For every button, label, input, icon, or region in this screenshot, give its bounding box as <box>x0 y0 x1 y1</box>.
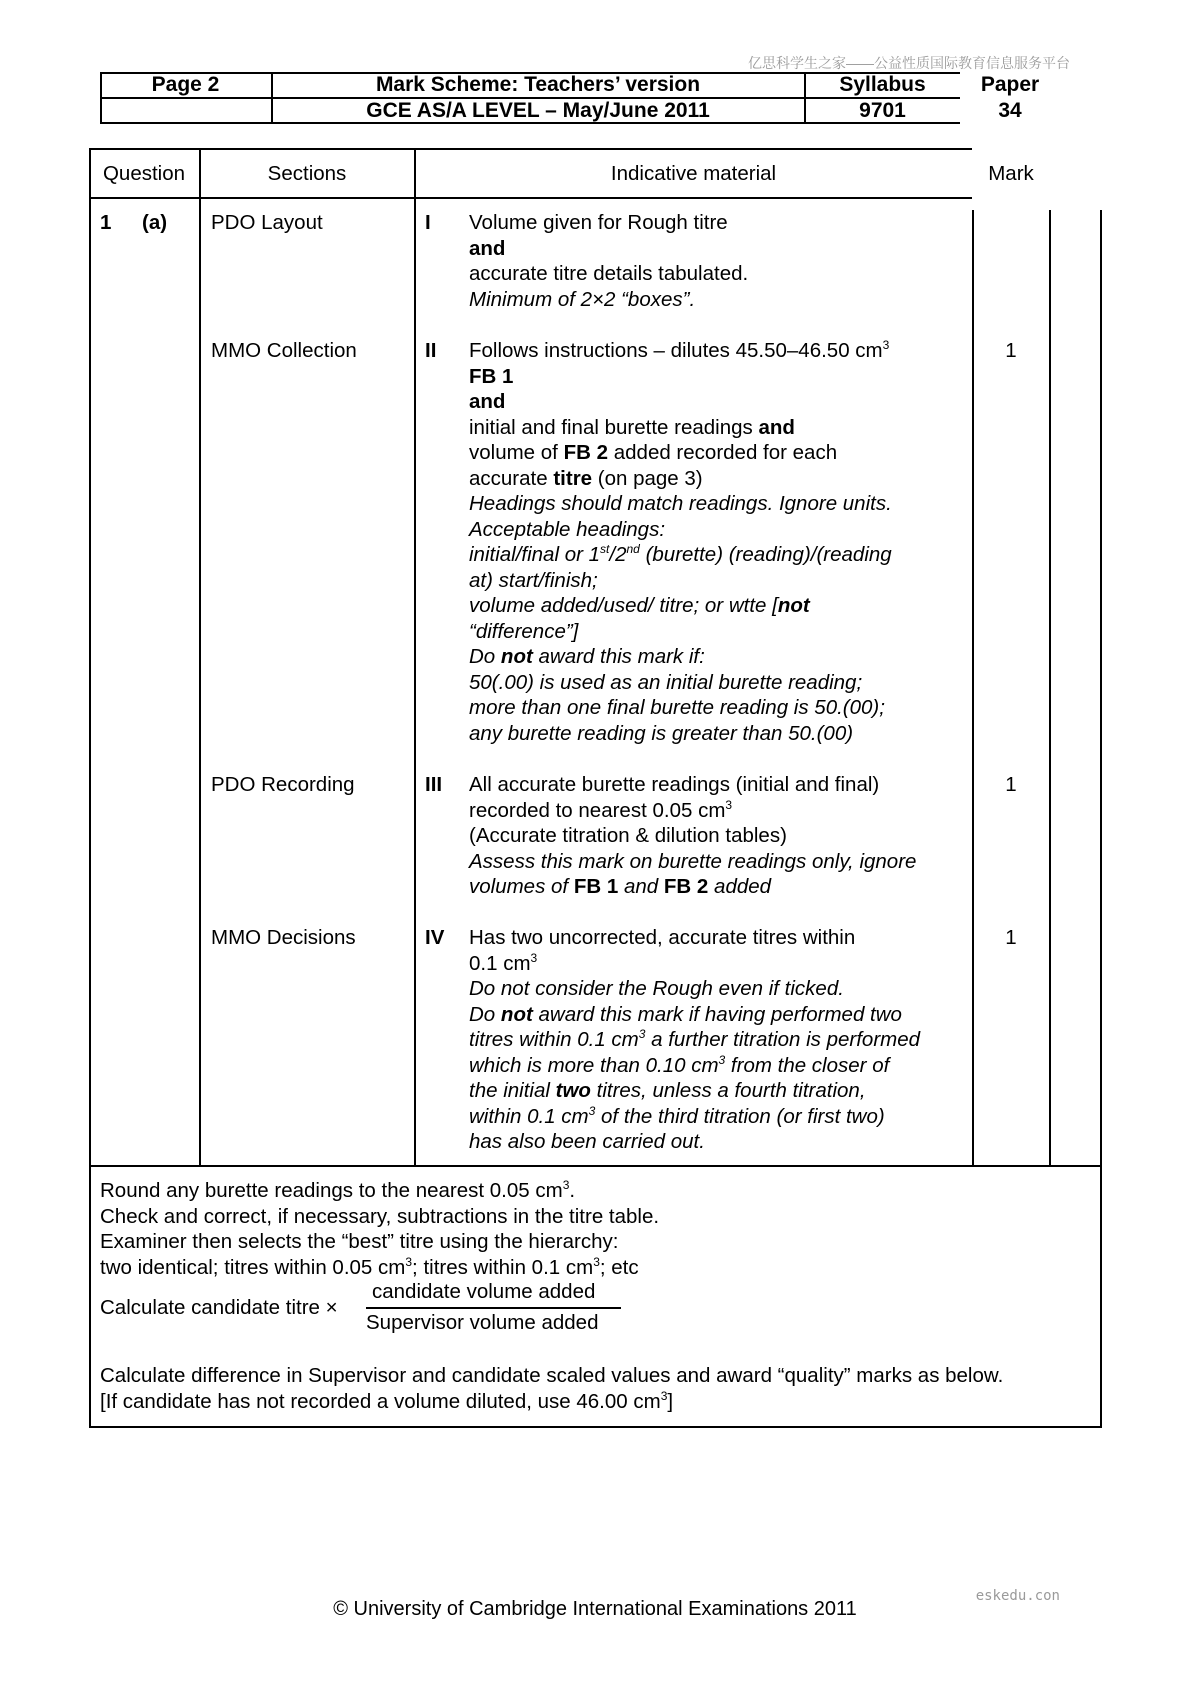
indicative-text: the initial two titres, unless a fourth titration, <box>469 1079 866 1102</box>
syllabus-value: 9701 <box>859 99 906 122</box>
note-text: Round any burette readings to the nearest 0.05 $cm^3$. <box>100 1178 576 1202</box>
syllabus-label: Syllabus <box>839 73 926 96</box>
indicative-text: and <box>469 390 506 413</box>
indicative-text: Assess this mark on burette readings only, ignore <box>469 849 917 873</box>
indicative-text: FB 1 <box>469 364 514 388</box>
indicative-text: accurate titre details tabulated. <box>469 262 749 285</box>
note-text: [If candidate has not recorded a volume diluted, use 46.00 $cm^3$] <box>100 1388 674 1413</box>
question-part: (a) <box>142 211 168 234</box>
col-header-mark: Mark <box>988 162 1034 185</box>
indicative-text: initial and final burette readings and <box>469 415 795 439</box>
question-number: 1 <box>100 211 112 234</box>
indicative-text: Volume given for Rough titre <box>469 211 728 234</box>
note-text: Examiner then selects the “best” titre using the hierarchy: <box>100 1230 619 1253</box>
numeral-iv: IV <box>425 926 445 949</box>
numeral-ii: II <box>425 339 437 362</box>
indicative-text: Acceptable headings: <box>469 517 666 541</box>
indicative-text: volume of FB 2 added recorded for each <box>469 441 838 464</box>
indicative-text: (Accurate titration & dilution tables) <box>469 824 787 847</box>
note-text: two identical; titres within 0.05 $cm^3$; titres within 0.1 $cm^3$; etc <box>100 1254 639 1279</box>
header-subtitle: GCE AS/A LEVEL – May/June 2011 <box>366 99 710 122</box>
fraction-bar <box>366 1307 621 1309</box>
indicative-text: accurate titre (on page 3) <box>469 466 703 490</box>
indicative-text: Follows instructions – dilutes 45.50–46.50 $cm^3$ <box>469 338 890 362</box>
indicative-text: has also been carried out. <box>469 1130 705 1153</box>
section-mmo-collection: MMO Collection <box>211 339 357 362</box>
indicative-text: Do not award this mark if: <box>469 645 705 668</box>
col-header-question: Question <box>102 162 186 185</box>
indicative-text: which is more than 0.10 $cm^3$ from the closer of <box>469 1052 890 1077</box>
note-text: Calculate difference in Supervisor and candidate scaled values and award “quality” marks as below. <box>100 1364 1004 1387</box>
indicative-text: Do not consider the Rough even if ticked. <box>469 977 844 1000</box>
indicative-text: more than one final burette reading is 50.(00); <box>469 696 885 719</box>
watermark-text: 亿思科学生之家——公益性质国际教育信息服务平台 <box>748 55 1070 71</box>
indicative-text: at) start/finish; <box>469 568 598 592</box>
indicative-text: initial/final or 1st/2nd (burette) (reading)/(reading <box>469 542 892 566</box>
indicative-text: Has two uncorrected, accurate titres within <box>469 926 856 949</box>
col-header-sections: Sections <box>267 162 347 185</box>
indicative-text: 50(.00) is used as an initial burette reading; <box>469 670 863 694</box>
indicative-text: Minimum of 2×2 “boxes”. <box>469 287 696 311</box>
indicative-text: volume added/used/ titre; or wtte [not <box>469 594 810 617</box>
section-mmo-decisions: MMO Decisions <box>211 926 356 949</box>
indicative-text: volumes of FB 1 and FB 2 added <box>469 875 772 898</box>
mark-scheme-table <box>89 148 1101 1428</box>
indicative-text: recorded to nearest 0.05 $cm^3$ <box>469 797 733 822</box>
mark-value: 1 <box>1005 773 1017 796</box>
document-header <box>100 72 1060 124</box>
numeral-i: I <box>425 211 431 234</box>
section-pdo-layout: PDO Layout <box>211 211 323 234</box>
indicative-text: Headings should match readings. Ignore units. <box>469 492 892 515</box>
note-text: Check and correct, if necessary, subtractions in the titre table. <box>100 1204 660 1228</box>
indicative-text: “difference”] <box>469 619 579 643</box>
page-number: Page 2 <box>151 73 220 96</box>
indicative-text: 0.1 $cm^3$ <box>469 950 538 975</box>
indicative-text: titres within 0.1 $cm^3$ a further titration is performed <box>469 1027 921 1051</box>
indicative-text: Do not award this mark if having performed two <box>469 1002 902 1026</box>
paper-label: Paper <box>980 73 1040 96</box>
formula-fraction <box>366 1280 621 1336</box>
header-title: Mark Scheme: Teachers’ version <box>375 73 701 96</box>
col-header-indicative-material: Indicative material <box>610 162 777 185</box>
section-pdo-recording: PDO Recording <box>211 773 355 796</box>
fraction-denominator: Supervisor volume added <box>366 1311 599 1334</box>
footer-watermark: eskedu.con <box>975 1588 1060 1604</box>
copyright-footer: © University of Cambridge International Examinations 2011 <box>333 1598 857 1620</box>
indicative-text: any burette reading is greater than 50.(00) <box>469 721 854 745</box>
paper-value: 34 <box>998 99 1022 122</box>
indicative-text: and <box>469 236 506 260</box>
formula-label: Calculate candidate titre × <box>100 1296 338 1319</box>
mark-value: 1 <box>1005 926 1017 949</box>
fraction-numerator: candidate volume added <box>372 1280 596 1303</box>
mark-value: 1 <box>1005 339 1017 362</box>
indicative-text: All accurate burette readings (initial and final) <box>469 773 880 796</box>
numeral-iii: III <box>425 773 443 796</box>
indicative-text: within 0.1 $cm^3$ of the third titration (or first two) <box>469 1103 885 1128</box>
